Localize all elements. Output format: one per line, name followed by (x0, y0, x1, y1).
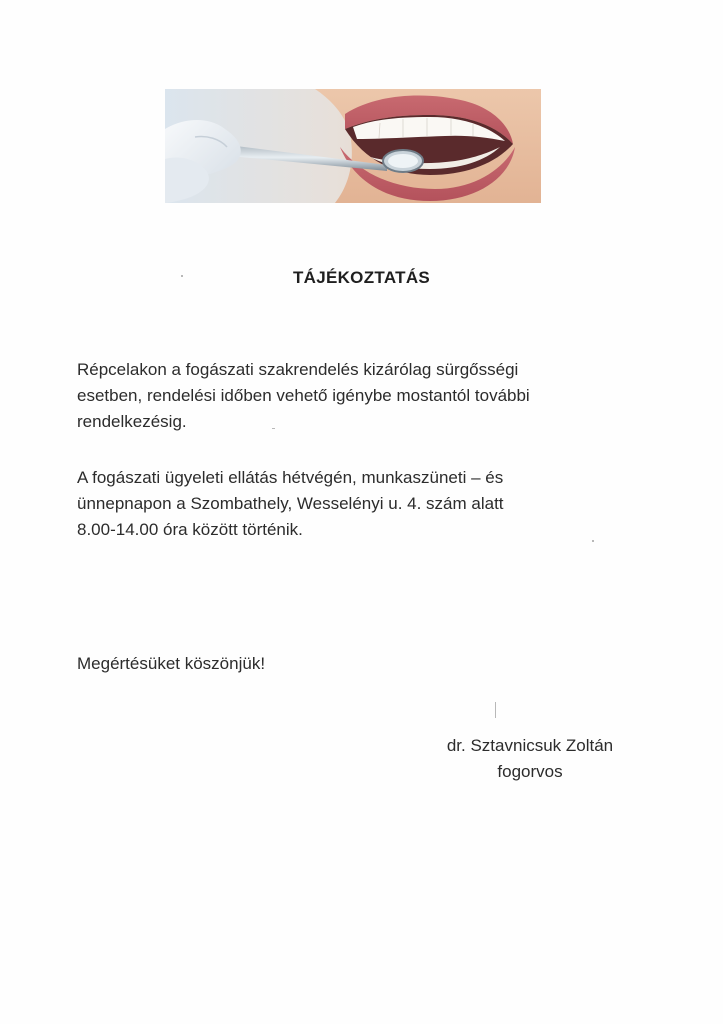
signature-name: dr. Sztavnicsuk Zoltán (446, 736, 614, 755)
scan-speck (181, 275, 183, 277)
scan-speck (272, 428, 275, 429)
paragraph-line: rendelkezésig. (77, 412, 187, 431)
paragraph-line: A fogászati ügyeleti ellátás hétvégén, munkaszüneti – és (77, 468, 504, 487)
paragraph-on-call-service (77, 465, 637, 543)
page-title: TÁJÉKOZTATÁS (292, 268, 431, 287)
paragraph-line: ünnepnapon a Szombathely, Wesselényi u. 4. szám alatt (77, 494, 504, 513)
paragraph-line: esetben, rendelési időben vehető igénybe mostantól további (77, 386, 530, 405)
smile-mirror-icon (165, 89, 541, 203)
scan-speck (495, 702, 496, 718)
paragraph-urgent-care (77, 357, 637, 435)
dental-photo (165, 89, 541, 203)
signature-role: fogorvos (497, 762, 563, 781)
closing-thanks: Megértésüket köszönjük! (77, 654, 266, 673)
paragraph-line: 8.00-14.00 óra között történik. (77, 520, 303, 539)
paragraph-line: Répcelakon a fogászati szakrendelés kizárólag sürgősségi (77, 360, 519, 379)
scan-speck (592, 540, 594, 542)
signature-block (420, 733, 640, 785)
